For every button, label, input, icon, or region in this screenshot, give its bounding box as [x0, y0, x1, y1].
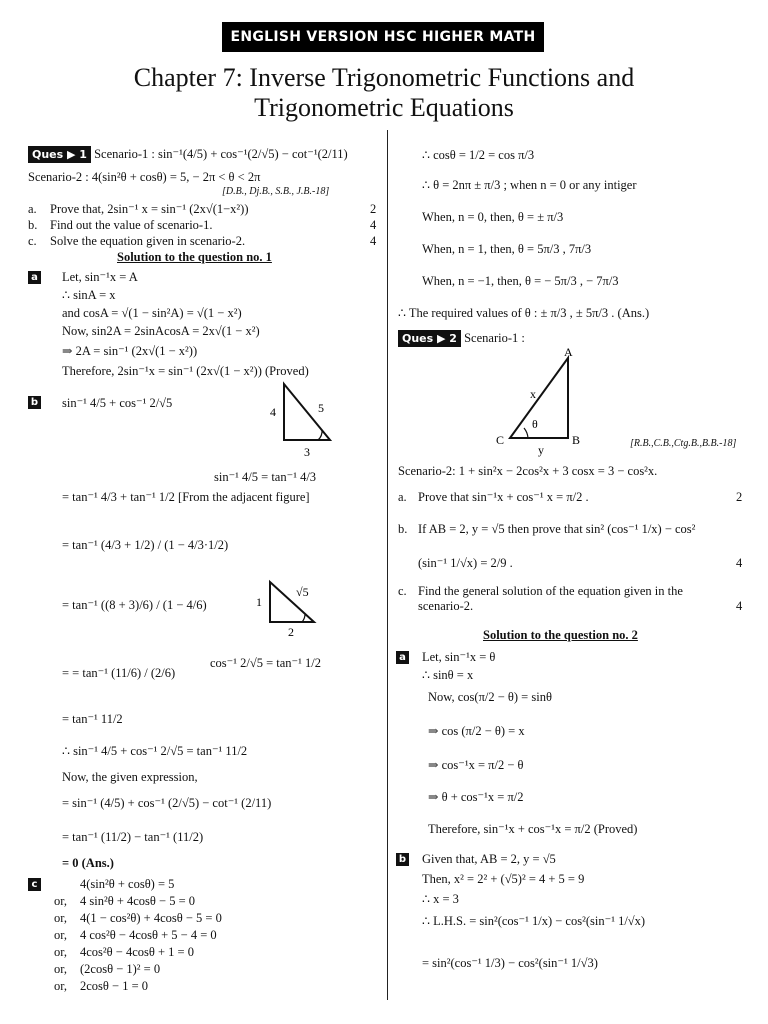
- q1-sol-a-box: a: [28, 271, 41, 284]
- q2-tag: Ques ▶ 2: [398, 330, 461, 347]
- q1-scenario2: Scenario-2 : 4(sin²θ + cosθ) = 5, − 2π < θ < 2π: [28, 170, 261, 184]
- q1-part-a: Prove that, 2sin⁻¹ x = sin⁻¹ (2x√(1−x²)): [50, 202, 249, 216]
- q1-sol-a-line: Let, sin⁻¹x = A: [62, 270, 138, 284]
- q1-sol-b-line: cos⁻¹ 2/√5 = tan⁻¹ 1/2: [210, 656, 321, 670]
- q1-answer-line: ∴ The required values of θ : ± π/3 , ± 5π/3 . (Ans.): [398, 306, 650, 320]
- q1-sol-b-answer: = 0 (Ans.): [62, 856, 114, 870]
- q2-scenario1: Scenario-1 :: [464, 331, 525, 345]
- q1-sol-b-line: ∴ sin⁻¹ 4/5 + cos⁻¹ 2/√5 = tan⁻¹ 11/2: [62, 744, 248, 758]
- q2-sol-b-line: ∴ L.H.S. = sin²(cos⁻¹ 1/x) − cos²(sin⁻¹ 1/√x): [422, 914, 646, 928]
- q1-sol-c-cont-line: ∴ cosθ = 1/2 = cos π/3: [422, 148, 535, 162]
- header-banner: ENGLISH VERSION HSC HIGHER MATH: [222, 22, 544, 52]
- q2-part-b: If AB = 2, y = √5 then prove that sin² (cos⁻¹ 1/x) − cos²: [418, 522, 696, 536]
- tri-vertex-a: A: [564, 346, 573, 359]
- q2-sol-b-box: b: [396, 853, 409, 866]
- q1-sol-a-line: Therefore, 2sin⁻¹x = sin⁻¹ (2x√(1 − x²)) (Proved): [62, 364, 309, 378]
- q1-sol-b-line: = tan⁻¹ (11/2) − tan⁻¹ (11/2): [62, 830, 204, 844]
- q2-part-a: Prove that sin⁻¹x + cos⁻¹ x = π/2 .: [418, 490, 589, 504]
- q2-part-b-label: b.: [398, 522, 408, 536]
- tri2-hyp-label: √5: [296, 585, 309, 599]
- q2-part-c-mark: 4: [736, 599, 743, 613]
- q1-sol-c-line: (2cosθ − 1)² = 0: [80, 962, 161, 976]
- q2-sol-a-line: ⇒ cos (π/2 − θ) = x: [428, 724, 525, 738]
- or-label: or,: [54, 894, 68, 908]
- triangle-4-3-5: [262, 378, 352, 460]
- q1-sol-b-line: Now, the given expression,: [62, 770, 198, 784]
- q2-scenario2: Scenario-2: 1 + sin²x − 2cos²x + 3 cosx = 3 − cos²x.: [398, 464, 658, 478]
- q1-part-b-label: b.: [28, 218, 38, 232]
- q1-sol-b-line: = = tan⁻¹ (11/6) / (2/6): [62, 666, 176, 680]
- q1-sol-b-line: sin⁻¹ 4/5 = tan⁻¹ 4/3: [214, 470, 317, 484]
- q1-sol-c-line: 4 cos²θ − 4cosθ + 5 − 4 = 0: [80, 928, 217, 942]
- q2-part-c-label: c.: [398, 584, 407, 598]
- tri-vertex-b: B: [572, 433, 581, 447]
- triangle-abc: [488, 346, 598, 458]
- q1-sol-c-box: c: [28, 878, 41, 891]
- q1-part-b-mark: 4: [370, 218, 377, 232]
- q1-sol-c-cont-line: When, n = −1, then, θ = − 5π/3 , − 7π/3: [422, 274, 619, 288]
- or-label: or,: [54, 911, 68, 925]
- q1-sol-c-cont-line: ∴ θ = 2nπ ± π/3 ; when n = 0 or any intiger: [422, 178, 637, 192]
- q1-sol-c-cont-line: When, n = 0, then, θ = ± π/3: [422, 210, 564, 224]
- q1-part-c: Solve the equation given in scenario-2.: [50, 234, 246, 248]
- q2-part-b-cont: (sin⁻¹ 1/√x) = 2/9 .: [418, 556, 513, 570]
- q2-solution-heading: Solution to the question no. 2: [483, 628, 638, 642]
- q2-source: [R.B.,C.B.,Ctg.B.,B.B.-18]: [630, 438, 737, 449]
- q1-sol-b-box: b: [28, 396, 41, 409]
- q2-sol-a-box: a: [396, 651, 409, 664]
- tri-vertex-c: C: [496, 433, 505, 447]
- q2-scenario1-line: [398, 330, 525, 347]
- q1-part-a-mark: 2: [370, 202, 377, 216]
- q1-sol-c-line: 4 sin²θ + 4cosθ − 5 = 0: [80, 894, 195, 908]
- q1-part-c-mark: 4: [370, 234, 377, 248]
- q2-part-c-cont: scenario-2.: [418, 599, 474, 613]
- q2-sol-a-line: Now, cos(π/2 − θ) = sinθ: [428, 690, 552, 704]
- q1-solution-heading: Solution to the question no. 1: [117, 250, 272, 264]
- tri1-side-label: 4: [270, 405, 276, 419]
- q1-sol-b-line: = tan⁻¹ 11/2: [62, 712, 123, 726]
- or-label: or,: [54, 979, 68, 993]
- q2-sol-b-line: Given that, AB = 2, y = √5: [422, 852, 556, 866]
- tri1-base-label: 3: [304, 445, 310, 459]
- q1-tag: Ques ▶ 1: [28, 146, 91, 163]
- q1-part-c-label: c.: [28, 234, 37, 248]
- q1-sol-a-line: and cosA = √(1 − sin²A) = √(1 − x²): [62, 306, 242, 320]
- q2-sol-b-line: Then, x² = 2² + (√5)² = 4 + 5 = 9: [422, 872, 585, 886]
- q2-sol-a-line: Therefore, sin⁻¹x + cos⁻¹x = π/2 (Proved): [428, 822, 638, 836]
- tri2-side-label: 1: [256, 595, 262, 609]
- chapter-title-line2: Trigonometric Equations: [254, 93, 514, 122]
- q2-sol-b-line: ∴ x = 3: [422, 892, 459, 906]
- q2-part-b-mark: 4: [736, 556, 743, 570]
- q2-part-a-mark: 2: [736, 490, 743, 504]
- q2-part-a-label: a.: [398, 490, 407, 504]
- chapter-title-line1: Chapter 7: Inverse Trigonometric Functions and: [133, 63, 635, 92]
- column-divider: [387, 130, 388, 1000]
- q2-sol-a-line: Let, sin⁻¹x = θ: [422, 650, 496, 664]
- q1-sol-c-line: 4(sin²θ + cosθ) = 5: [80, 877, 175, 891]
- or-label: or,: [54, 962, 68, 976]
- q1-sol-a-line: ∴ sinA = x: [62, 288, 116, 302]
- q1-scenario1: Scenario-1 : sin⁻¹(4/5) + cos⁻¹(2/√5) − cot⁻¹(2/11): [94, 147, 348, 161]
- or-label: or,: [54, 928, 68, 942]
- q1-sol-b-line: = tan⁻¹ ((8 + 3)/6) / (1 − 4/6): [62, 598, 207, 612]
- q1-sol-b-line: = tan⁻¹ (4/3 + 1/2) / (1 − 4/3·1/2): [62, 538, 229, 552]
- tri2-base-label: 2: [288, 625, 294, 639]
- q1-source: [D.B., Dj.B., S.B., J.B.-18]: [222, 186, 330, 197]
- tri-side-x: x: [530, 387, 536, 401]
- q2-part-c: Find the general solution of the equation given in the: [418, 584, 683, 598]
- q2-sol-a-line: ⇒ cos⁻¹x = π/2 − θ: [428, 758, 524, 772]
- or-label: or,: [54, 945, 68, 959]
- q1-scenario1-line: [28, 146, 348, 163]
- q2-sol-a-line: ∴ sinθ = x: [422, 668, 474, 682]
- q1-sol-b-line: = tan⁻¹ 4/3 + tan⁻¹ 1/2 [From the adjacent figure]: [62, 490, 310, 504]
- q1-sol-b-line: = sin⁻¹ (4/5) + cos⁻¹ (2/√5) − cot⁻¹ (2/11): [62, 796, 272, 810]
- q1-sol-a-line: Now, sin2A = 2sinAcosA = 2x√(1 − x²): [62, 324, 260, 338]
- q2-sol-a-line: ⇒ θ + cos⁻¹x = π/2: [428, 790, 524, 804]
- q1-sol-b-line: sin⁻¹ 4/5 + cos⁻¹ 2/√5: [62, 396, 173, 410]
- tri-side-y: y: [538, 443, 544, 457]
- q1-part-a-label: a.: [28, 202, 37, 216]
- q2-sol-b-line: = sin²(cos⁻¹ 1/3) − cos²(sin⁻¹ 1/√3): [422, 956, 598, 970]
- triangle-1-2-root5: [252, 578, 332, 640]
- q1-sol-c-line: 4(1 − cos²θ) + 4cosθ − 5 = 0: [80, 911, 222, 925]
- q1-sol-c-line: 2cosθ − 1 = 0: [80, 979, 148, 993]
- q1-part-b: Find out the value of scenario-1.: [50, 218, 213, 232]
- q1-sol-a-line: ⇒ 2A = sin⁻¹ (2x√(1 − x²)): [62, 344, 198, 358]
- tri1-hyp-label: 5: [318, 401, 324, 415]
- q1-sol-c-line: 4cos²θ − 4cosθ + 1 = 0: [80, 945, 194, 959]
- q1-sol-c-cont-line: When, n = 1, then, θ = 5π/3 , 7π/3: [422, 242, 592, 256]
- tri-angle-theta: θ: [532, 417, 538, 431]
